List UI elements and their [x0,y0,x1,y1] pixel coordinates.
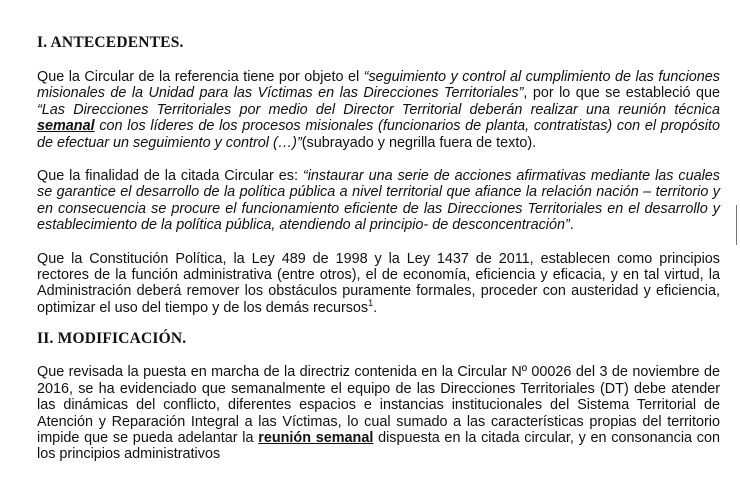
quote-italic: con los líderes de los procesos misionales (funcionarios de planta, contratistas) con el propósito de efectuar un seguimiento y control (…)” [37,118,720,151]
emphasis-semanal: semanal [37,118,95,135]
text: Que la Circular de la referencia tiene por objeto el [37,69,364,85]
text: (subrayado y negrilla fuera de texto). [301,134,537,151]
text: . [373,299,378,316]
footnote-ref[interactable]: 1 [368,298,374,309]
text: Que la finalidad de la citada Circular es: [37,168,303,185]
scan-edge-mark [736,205,737,245]
paragraph-revisada [37,364,720,462]
section-heading-antecedentes: I. ANTECEDENTES. [37,34,184,51]
paragraph-constitucion [37,251,720,317]
paragraph-circular-objeto [37,69,720,151]
quote-italic: “Las Direcciones Territoriales por medio del Director Territorial deberán realizar una reunión técnica [37,101,720,118]
quote-italic: “seguimiento y control al cumplimiento de las funciones misionales de la Unidad para las Víctimas en las Direcciones Territoriales” [37,69,720,102]
paragraph-finalidad [37,168,720,234]
text: , por lo que se estableció que [523,85,720,102]
quote-italic: “instaurar una serie de acciones afirmativas mediante las cuales se garantice el desarrollo de la política pública a nivel territorial que afiance la relación nación – territorio y en consecuencia se procure el funcionamiento eficiente de las Direcciones Territoriales en el desarrollo y establecimiento de la política pública, atendiendo al principio- de desconcentración” [37,168,720,234]
text: Que la Constitución Política, la Ley 489 de 1998 y la Ley 1437 de 2011, establecen como principios rectores de la función administrativa (entre otros), el de economía, eficiencia y eficacia, y en tal virtud, la Administración deberá remover los obstáculos puramente formales, proceder con austeridad y eficiencia, optimizar el uso del tiempo y de los demás recursos [37,250,720,316]
text: . [569,217,574,234]
emphasis-reunion-semanal: reunión semanal [258,429,374,446]
text: dispuesta en la citada circular, y en consonancia con los principios administrativos [37,429,720,463]
text: Que revisada la puesta en marcha de la directriz contenida en la Circular Nº 00026 del 3 de noviembre de 2016, se ha evidenciado que semanalmente el equipo de las Direcciones Territoriales (DT) debe atender las dinámicas del conflicto, diferentes espacios e instancias institucionales del Sistema Territorial de Atención y Reparación Integral a las Víctimas, lo cual sumado a las características propias del territorio impide que se pueda adelantar la [37,364,720,446]
section-heading-modificacion: II. MODIFICACIÓN. [37,330,187,348]
